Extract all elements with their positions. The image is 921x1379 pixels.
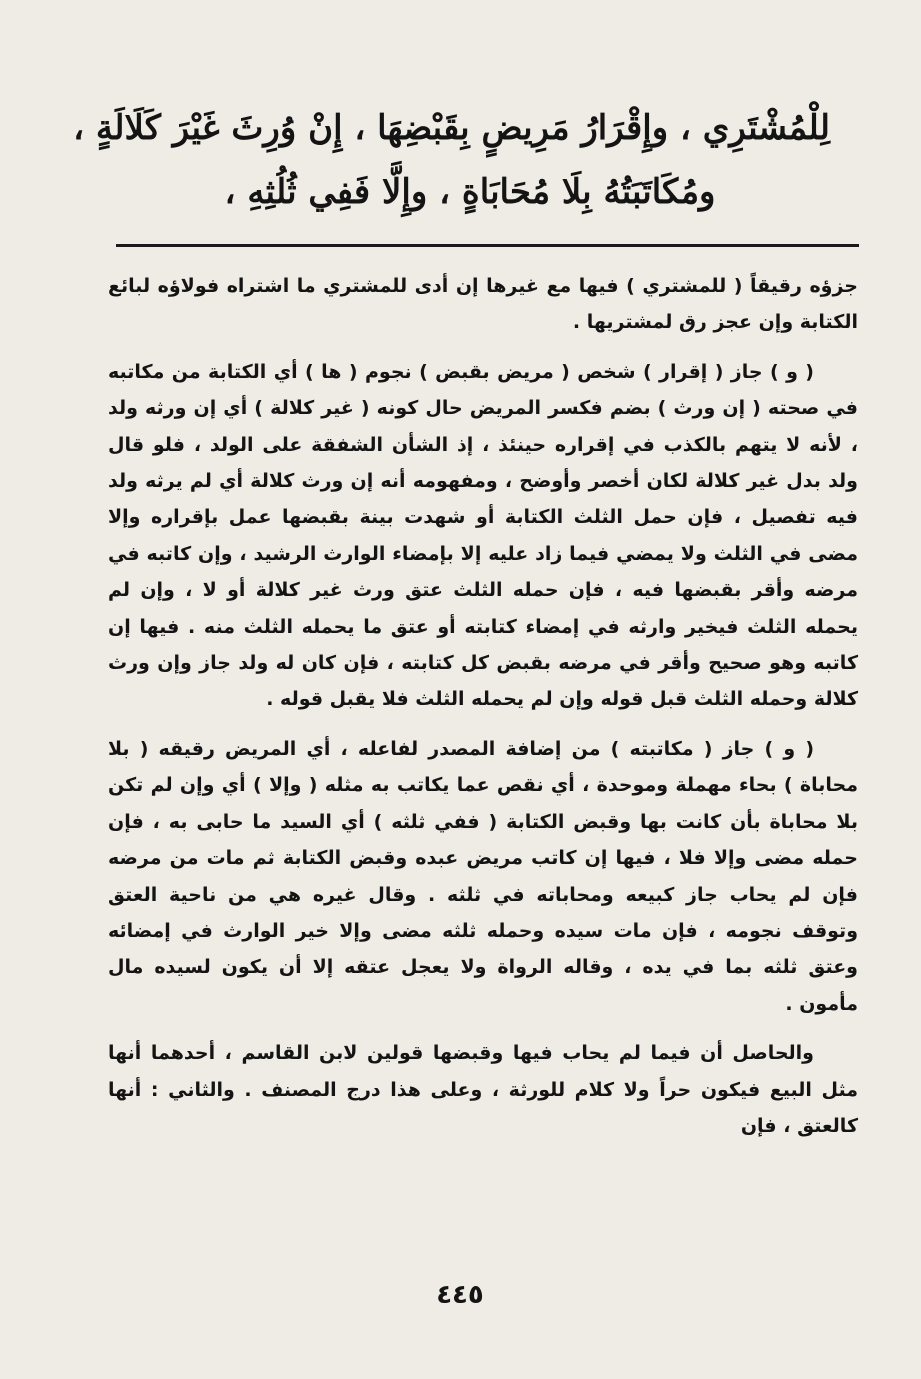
commentary-text [108, 268, 858, 1157]
paragraph-4: والحاصل أن فيما لم يحاب فيها وقبضها قولين لابن القاسم ، أحدهما أنها مثل البيع فيكون حراً ولا كلام للورثة ، وعلى هذا درج المصنف . والثاني : أنها كالعتق ، فإن [108, 1042, 858, 1137]
separator-rule [116, 244, 859, 247]
paragraph-1: جزؤه رقيقاً ( للمشتري ) فيها مع غيرها إن أدى للمشتري ما اشتراه فولاؤه لبائع الكتابة وإن عجز رق لمشتريها . [108, 275, 858, 334]
matn-line-1: لِلْمُشْتَرِي ، وإِقْرَارُ مَرِيضٍ بِقَبْضِهَا ، إِنْ وُرِثَ غَيْرَ كَلَالَةٍ ، [73, 108, 830, 148]
paragraph-2: ( و ) جاز ( إقرار ) شخص ( مريض بقبض ) نجوم ( ها ) أي الكتابة من مكاتبه في صحته ( إن ورث ) بضم فكسر المريض حال كونه ( غير كلالة ) أي إن ورثه ولد ، لأنه لا يتهم بالكذب في إقراره حينئذ ، إذ الشأن الشفقة على الولد ، فلو قال ولد بدل غير كلالة لكان أخصر وأوضح ، ومفهومه أنه إن ورث كلالة أي لم يرثه ولد فيه تفصيل ، فإن حمل الثلث الكتابة أو شهدت بينة بقبضها عمل بإقراره وإلا مضى في الثلث ولا يمضي فيما زاد عليه إلا بإمضاء الوارث الرشيد ، وإن كاتبه في مرضه وأقر بقبضها فيه ، فإن حمله الثلث عتق ورث غير كلالة أو لا ، وإن لم يحمله الثلث فيخير وارثه في إمضاء كتابته أو عتق ما يحمله الثلث منه . فيها إن كاتبه وهو صحيح وأقر في مرضه بقبض كل كتابته ، فإن كان له ولد جاز وإن ورث كلالة وحمله الثلث قبل قوله وإن لم يحمله الثلث فلا يقبل قوله . [108, 360, 858, 711]
matn-text-block [73, 96, 830, 224]
paragraph-3: ( و ) جاز ( مكاتبته ) من إضافة المصدر لفاعله ، أي المريض رقيقه ( بلا محاباة ) بحاء مهملة وموحدة ، أي نقص عما يكاتب به مثله ( وإلا ) أي وإن لم تكن بلا محاباة بأن كانت بها وقبض الكتابة ( ففي ثلثه ) أي السيد ما حابى به ، فإن حمله مضى وإلا فلا ، فيها إن كاتب مريض عبده وقبض الكتابة ثم مات من مرضه فإن لم يحاب جاز كبيعه ومحاباته في ثلثه . وقال غيره هي من ناحية العتق وتوقف نجومه ، فإن مات سيده وحمله ثلثه مضى وإلا خير الوارث في إمضائه وعتق ثلثه بما في يده ، وقاله الرواة ولا يعجل عتقه إلا أن يكون لسيده مال مأمون . [108, 737, 858, 1015]
matn-line-2: ومُكَاتَبَتُهُ بِلَا مُحَابَاةٍ ، وإِلَّا فَفِي ثُلُثِهِ ، [224, 172, 716, 212]
page-number: ٤٤٥ [436, 1280, 484, 1310]
